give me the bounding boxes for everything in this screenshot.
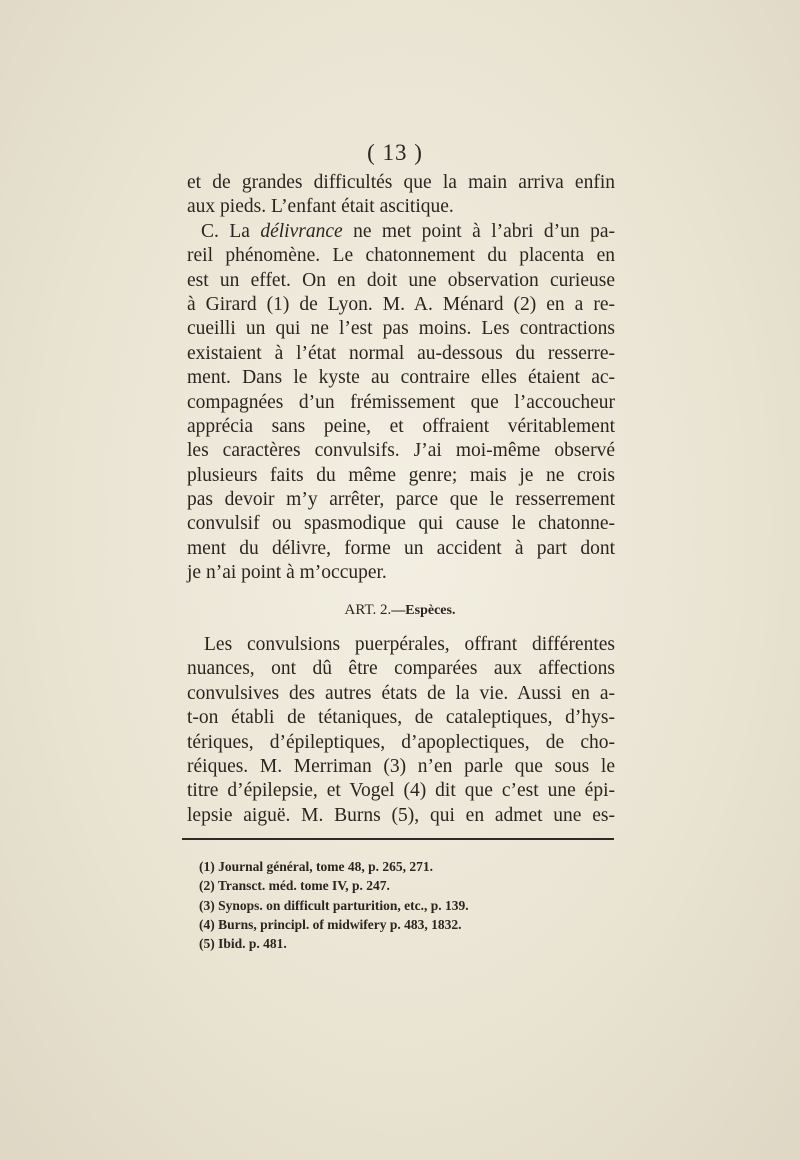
footnote: (5) Ibid. p. 481.: [199, 936, 287, 952]
text-line: existaient à l’état normal au-dessous du resserre-: [187, 342, 615, 364]
paragraph-first-line: Les convulsions puerpérales, offrant différentes: [204, 634, 615, 655]
text-line: tériques, d’épileptiques, d’apoplectiques, de cho-: [187, 731, 615, 753]
footnote: (1) Journal général, tome 48, p. 265, 271.: [199, 859, 433, 874]
main-text-upper: [187, 171, 615, 586]
footnotes: [199, 857, 599, 953]
footnote: (3) Synops. on difficult parturition, etc., p. 139.: [199, 897, 469, 913]
article-number: ART. 2.: [344, 602, 392, 618]
text-line: pas devoir m’y arrêter, parce que le resserrement: [187, 489, 615, 511]
text-line: les caractères convulsifs. J’ai moi-même observé: [187, 440, 615, 462]
text-line: apprécia sans peine, et offraient véritablement: [187, 415, 615, 437]
footnote-divider: [182, 838, 614, 840]
text-line: ment. Dans le kyste au contraire elles étaient ac-: [187, 367, 615, 389]
text-line: titre d’épilepsie, et Vogel (4) dit que c’est une épi-: [187, 780, 615, 802]
text-line: convulsives des autres états de la vie. Aussi en a-: [187, 682, 615, 704]
section-title: —Espèces.: [391, 603, 456, 618]
emphasis-term: délivrance: [260, 220, 343, 242]
text-line: je n’ai point à m’occuper.: [187, 562, 387, 584]
text-line: aux pieds. L’enfant était ascitique.: [187, 196, 454, 218]
text-line: compagnées d’un frémissement que l’accoucheur: [187, 391, 615, 413]
text-line: ment du délivre, forme un accident à part dont: [187, 537, 615, 559]
text-line: réiques. M. Merriman (3) n’en parle que sous le: [187, 755, 615, 777]
section-heading: [0, 602, 800, 619]
text-line: à Girard (1) de Lyon. M. A. Ménard (2) en a re-: [187, 293, 615, 315]
text-line: convulsif ou spasmodique qui cause le chatonne-: [187, 513, 615, 535]
footnote: (2) Transct. méd. tome IV, p. 247.: [199, 878, 390, 894]
paragraph-label: C. La: [201, 220, 261, 242]
text-fragment: ne met point à l’abri d’un pa-: [342, 220, 615, 242]
text-line: cueilli un qui ne l’est pas moins. Les contractions: [187, 318, 615, 340]
text-line: lepsie aiguë. M. Burns (5), qui en admet une es-: [187, 804, 615, 826]
text-line: est un effet. On en doit une observation curieuse: [187, 269, 615, 291]
text-line: t-on établi de tétaniques, de cataleptiques, d’hys-: [187, 707, 615, 729]
page-number: ( 13 ): [367, 140, 423, 165]
text-line: nuances, ont dû être comparées aux affections: [187, 658, 615, 680]
text-line: reil phénomène. Le chatonnement du placenta en: [187, 245, 615, 267]
main-text-lower: [187, 633, 615, 828]
footnote: (4) Burns, principl. of midwifery p. 483, 1832.: [199, 916, 462, 932]
text-line: et de grandes difficultés que la main arriva enfin: [187, 172, 615, 193]
text-line: plusieurs faits du même genre; mais je ne crois: [187, 464, 615, 486]
paragraph-first-line: [187, 220, 615, 244]
